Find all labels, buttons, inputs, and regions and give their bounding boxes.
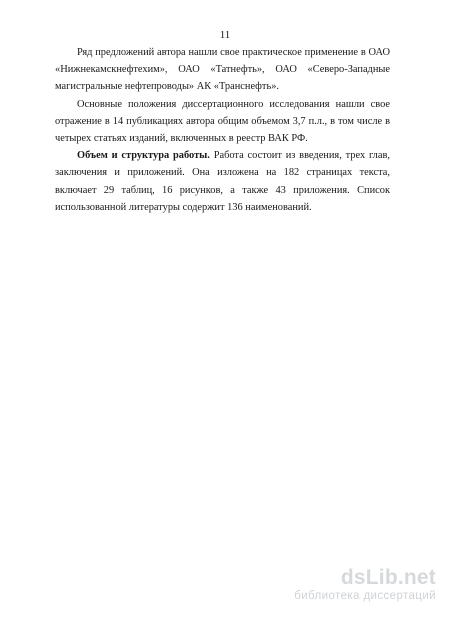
paragraph-text: Ряд предложений автора нашли свое практическое применение в ОАО «Нижнекамскнефтехим», ОАО «Татнефть», ОАО «Северо-Западные магистральные нефтепроводы» АК «Транснефть». bbox=[55, 47, 390, 93]
paragraph-structure bbox=[55, 147, 390, 216]
watermark-tagline: библиотека диссертаций bbox=[294, 590, 436, 602]
watermark-logo bbox=[294, 567, 436, 603]
document-body bbox=[55, 44, 390, 216]
page-number: 11 bbox=[219, 29, 231, 41]
paragraph-lead-bold: Объем и структура работы. bbox=[77, 150, 210, 162]
paragraph-text: Основные положения диссертационного исследования нашли свое отражение в 14 публикациях автора общим объемом 3,7 п.л., в том числе в четырех статьях изданий, включенных в реестр ВАК РФ. bbox=[55, 98, 390, 145]
paragraph-text: Работа состоит из введения, трех глав, заключения и приложений. Она изложена на 182 страницах текста, включает 29 таблиц, 16 рисунков, а также 43 приложения. Список использованной литературы содержит 136 наименований. bbox=[55, 150, 390, 213]
paragraph-publications bbox=[55, 96, 390, 148]
watermark-brand: dsLib.net bbox=[340, 566, 436, 589]
paragraph-implementation bbox=[55, 44, 390, 96]
